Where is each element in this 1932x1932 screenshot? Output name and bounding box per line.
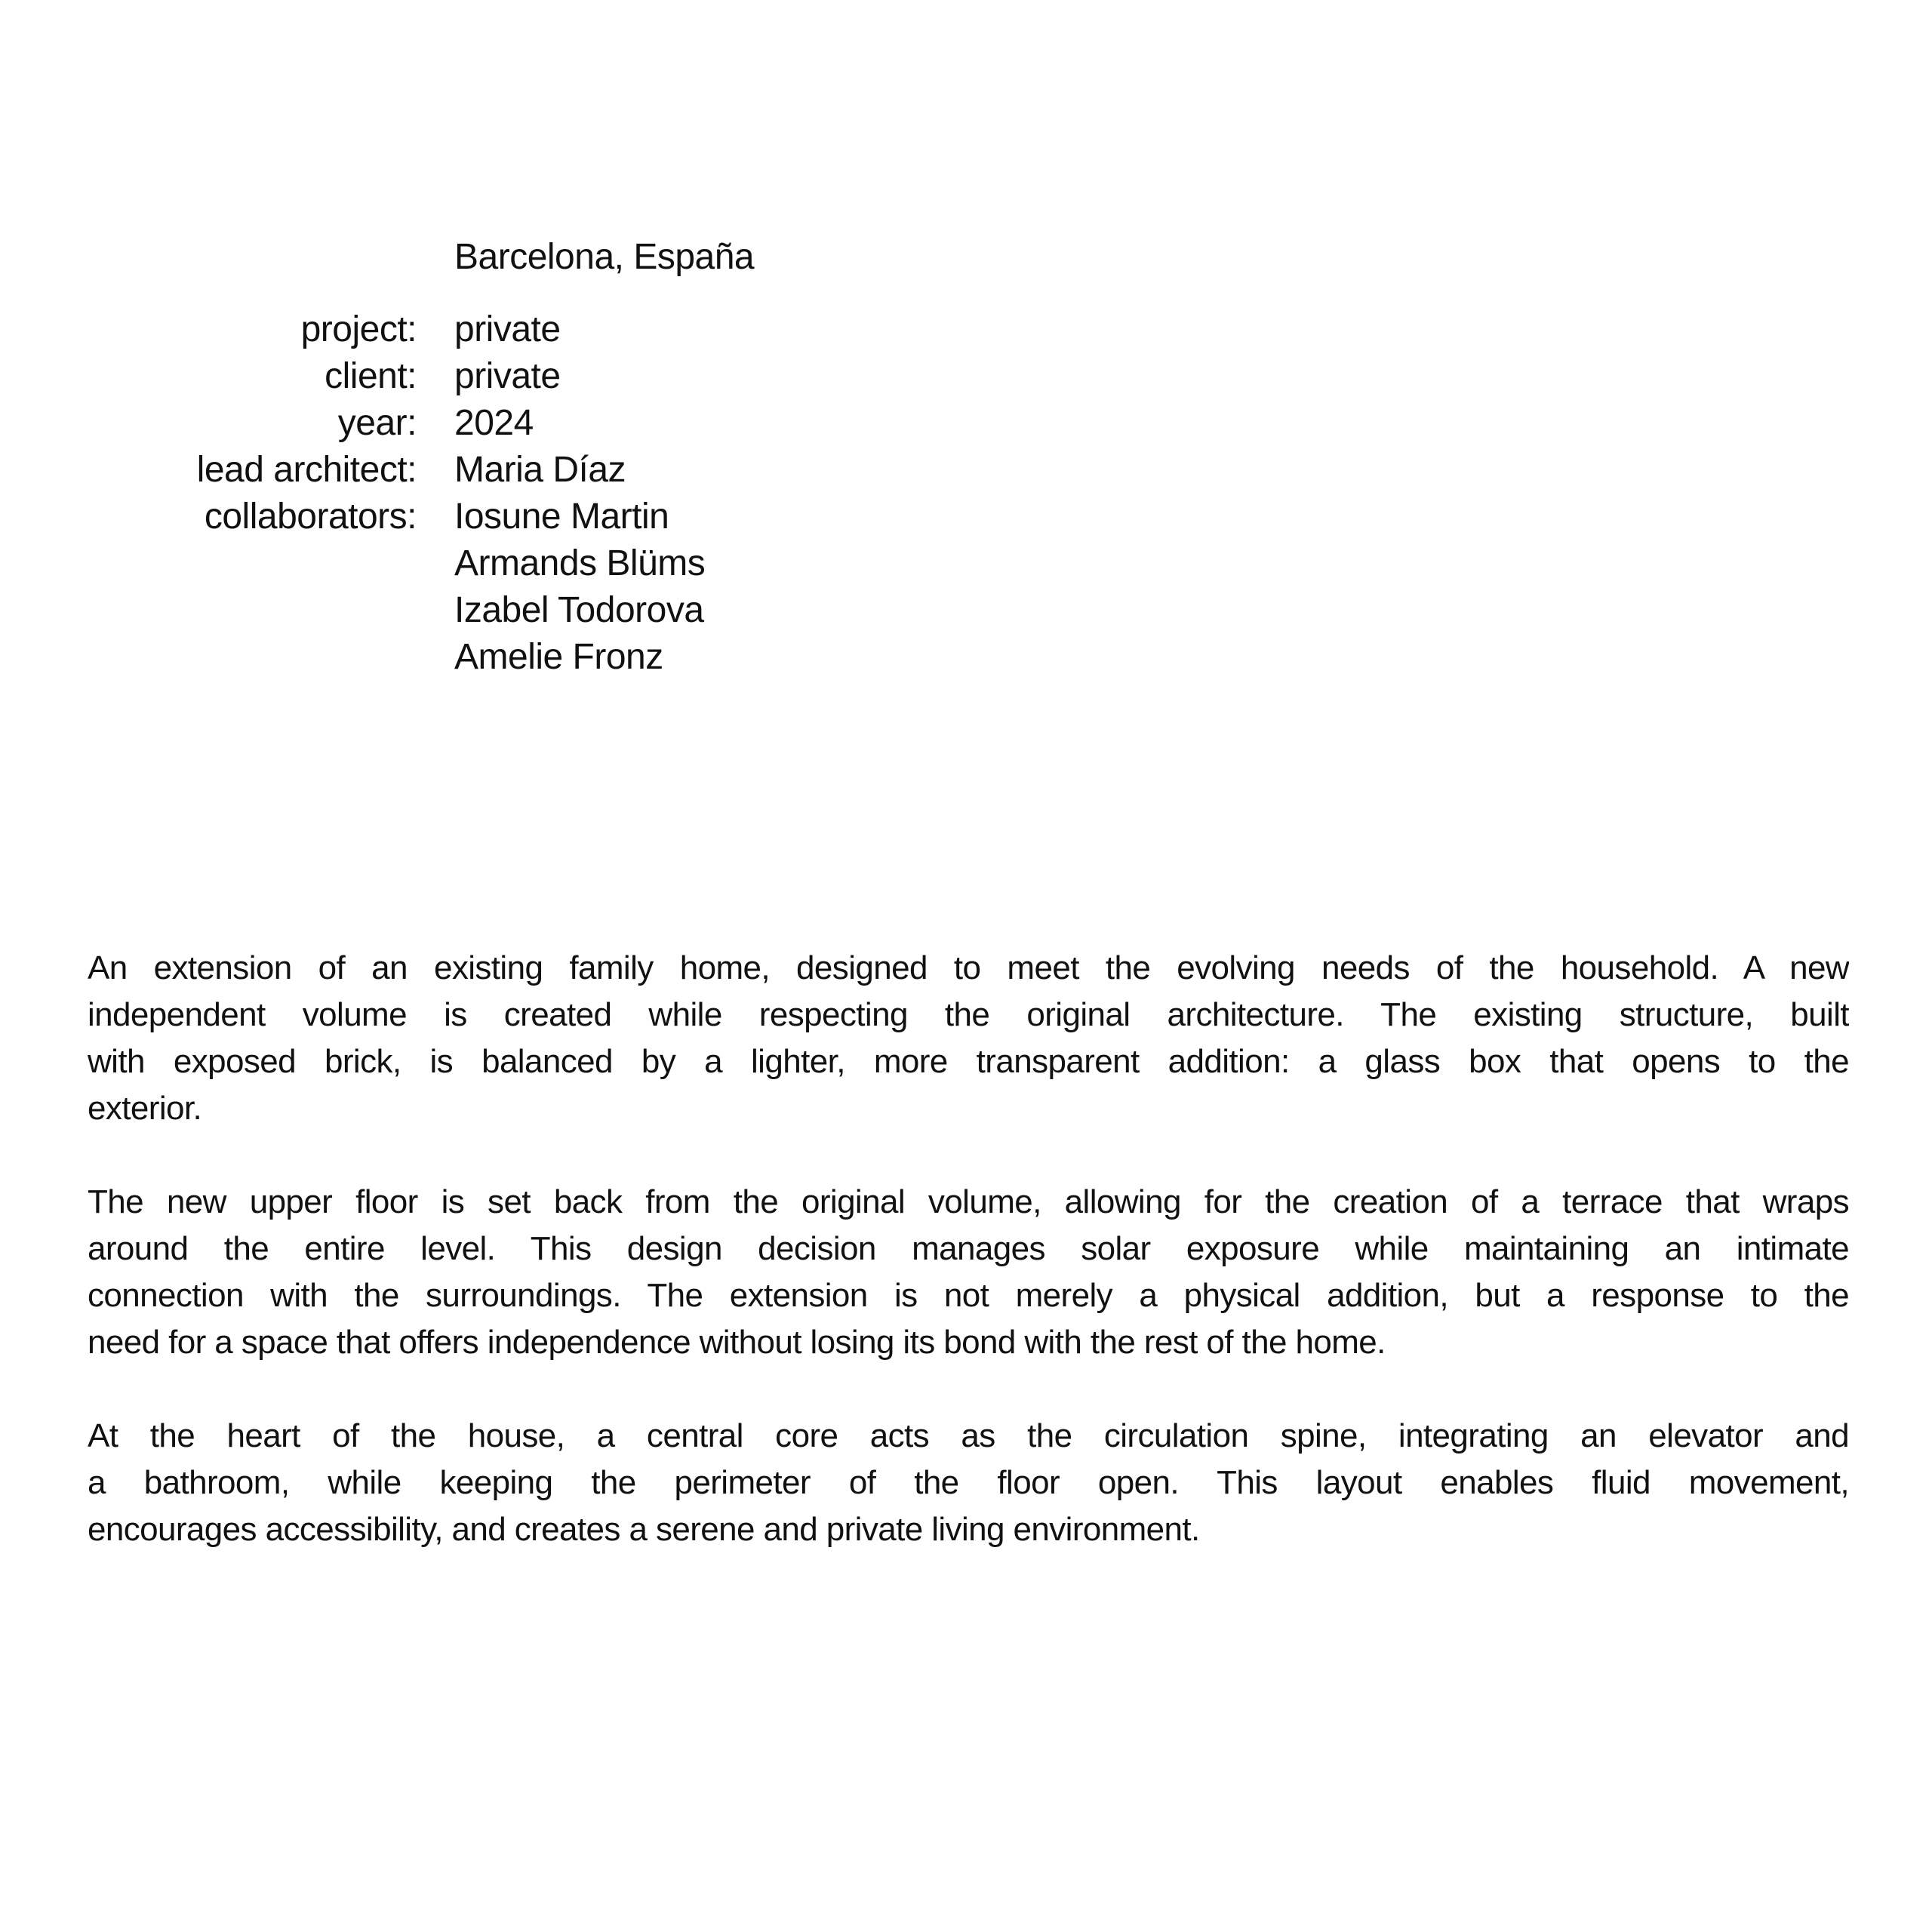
paragraph-line: around the entire level. This design decision manages solar exposure while maintaining an intimate xyxy=(88,1230,1849,1267)
collaborator-name: Izabel Todorova xyxy=(454,590,704,630)
description-paragraph xyxy=(88,945,1849,1132)
project-credits xyxy=(0,306,1057,681)
description-paragraph xyxy=(88,1413,1849,1553)
credit-label: year: xyxy=(337,403,417,443)
paragraph-line: need for a space that offers independence without losing its bond with the rest of the home. xyxy=(88,1324,1386,1361)
credit-row-project xyxy=(0,306,1057,353)
credit-values xyxy=(454,306,561,353)
paragraph-line: exterior. xyxy=(88,1090,202,1127)
credit-row-year xyxy=(0,400,1057,447)
paragraph-line: connection with the surroundings. The extension is not merely a physical addition, but a response to the xyxy=(88,1277,1849,1314)
credit-label: project: xyxy=(300,309,417,349)
credit-label: collaborators: xyxy=(204,497,417,537)
collaborator-name: Armands Blüms xyxy=(454,543,706,583)
credit-label: client: xyxy=(325,356,417,396)
credit-value: private xyxy=(454,309,561,349)
credit-row-collaborators xyxy=(0,494,1057,681)
description-paragraph xyxy=(88,1179,1849,1366)
paragraph-line: At the heart of the house, a central core acts as the circulation spine, integrating an elevator and xyxy=(88,1417,1849,1454)
credit-value: private xyxy=(454,356,561,396)
paragraph-line: a bathroom, while keeping the perimeter of the floor open. This layout enables fluid movement, xyxy=(88,1464,1849,1501)
credit-values xyxy=(454,447,626,494)
credit-row-client xyxy=(0,353,1057,400)
credit-values xyxy=(454,494,705,681)
credit-value: 2024 xyxy=(454,403,534,443)
paragraph-line: An extension of an existing family home, designed to meet the evolving needs of the household. A new xyxy=(88,949,1849,986)
credit-values xyxy=(454,353,561,400)
paragraph-line: The new upper floor is set back from the original volume, allowing for the creation of a terrace that wraps xyxy=(88,1183,1849,1220)
project-location: Barcelona, España xyxy=(454,237,755,277)
credit-row-lead-architect xyxy=(0,447,1057,494)
credit-value: Maria Díaz xyxy=(454,450,626,490)
credit-label: lead architect: xyxy=(196,450,417,490)
project-description xyxy=(88,945,1849,1600)
paragraph-line: independent volume is created while respecting the original architecture. The existing structure, built xyxy=(88,996,1849,1033)
collaborator-name: Amelie Fronz xyxy=(454,637,663,677)
paragraph-line: with exposed brick, is balanced by a lighter, more transparent addition: a glass box that opens to the xyxy=(88,1043,1849,1080)
collaborator-name: Iosune Martin xyxy=(454,497,669,537)
paragraph-line: encourages accessibility, and creates a serene and private living environment. xyxy=(88,1511,1200,1548)
credit-values xyxy=(454,400,534,447)
